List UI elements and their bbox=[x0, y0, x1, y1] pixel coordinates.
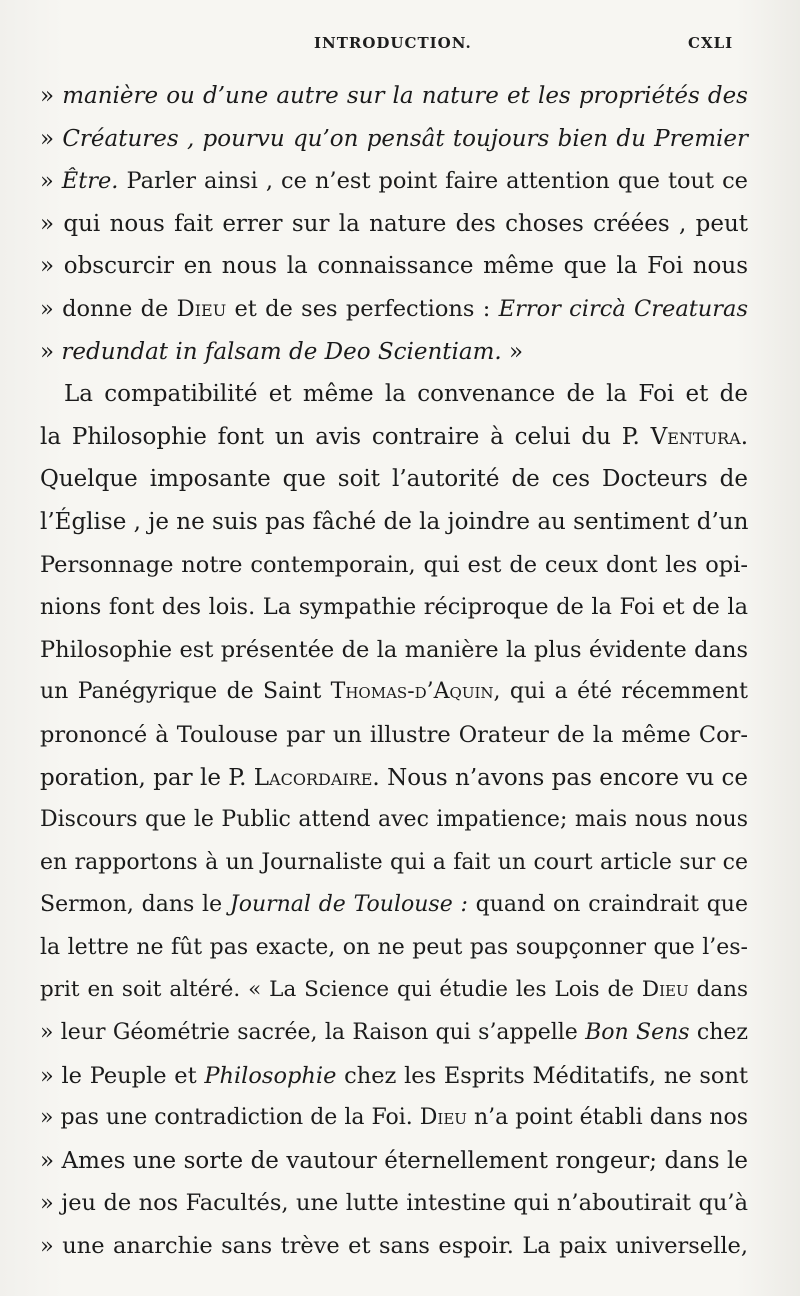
quote-continuation-mark: » bbox=[40, 83, 63, 109]
text-line-17 bbox=[40, 757, 748, 800]
text-line-2 bbox=[40, 118, 748, 161]
text-line-21: la lettre ne fût pas exacte, on ne peut pas soupçonner que l’es- bbox=[40, 934, 748, 960]
small-caps-name: Lacordaire. bbox=[253, 764, 380, 791]
text-segment: chez bbox=[689, 1020, 749, 1046]
page-number: CXLI bbox=[688, 34, 734, 52]
text-segment: dans bbox=[688, 977, 749, 1003]
text-line-7 bbox=[40, 331, 748, 374]
text-line-19: en rapportons à un Journaliste qui a fait un court article sur ce bbox=[40, 849, 748, 875]
body-text bbox=[40, 75, 748, 1268]
text-segment: chez les Esprits Méditatifs, ne sont bbox=[336, 1062, 748, 1089]
small-caps-name: Ventura. bbox=[650, 423, 748, 450]
text-segment: Nous n’avons pas encore vu ce bbox=[379, 764, 749, 791]
text-line-27: » jeu de nos Facultés, une lutte intestine qui n’aboutirait qu’à bbox=[40, 1190, 748, 1217]
text-line-24 bbox=[40, 1055, 748, 1098]
page-header bbox=[0, 34, 800, 58]
italic-term: Philosophie bbox=[204, 1062, 337, 1089]
text-line-26: » Ames une sorte de vautour éternellement rongeur; dans le bbox=[40, 1147, 748, 1174]
text-segment: Sermon, dans le bbox=[40, 892, 230, 918]
text-line-12: Personnage notre contemporain, qui est de ceux dont les opi- bbox=[40, 551, 748, 578]
closing-quote-mark: » bbox=[501, 338, 524, 365]
text-line-15 bbox=[40, 671, 748, 714]
text-line-9 bbox=[40, 416, 748, 459]
text-line-28: » une anarchie sans trève et sans espoir. La paix universelle, bbox=[40, 1233, 748, 1260]
text-line-20 bbox=[40, 884, 748, 927]
text-line-14: Philosophie est présentée de la manière la plus évidente dans bbox=[40, 636, 748, 663]
text-line-16: prononcé à Toulouse par un illustre Orateur de la même Cor- bbox=[40, 721, 748, 748]
text-line-25 bbox=[40, 1097, 748, 1140]
text-segment: » donne de bbox=[40, 295, 177, 322]
italic-quotation: manière ou d’une autre sur la nature et les propriétés des bbox=[62, 83, 748, 109]
text-segment: , qui a été récemment bbox=[493, 679, 748, 705]
text-line-8: La compatibilité et même la convenance de la Foi et de bbox=[64, 381, 748, 408]
quote-continuation-mark: » bbox=[40, 168, 62, 195]
text-line-3 bbox=[40, 160, 748, 203]
text-line-13: nions font des lois. La sympathie réciproque de la Foi et de la bbox=[40, 594, 748, 621]
italic-term: Bon Sens bbox=[585, 1020, 690, 1046]
text-line-23 bbox=[40, 1012, 748, 1055]
text-segment: la Philosophie font un avis contraire à celui du P. bbox=[40, 423, 651, 450]
text-line-6 bbox=[40, 288, 748, 331]
text-segment: poration, par le P. bbox=[40, 764, 254, 791]
text-segment: » leur Géométrie sacrée, la Raison qui s’appelle bbox=[40, 1020, 586, 1046]
text-line-1 bbox=[40, 75, 748, 118]
text-line-22 bbox=[40, 969, 748, 1012]
small-caps-name: Thomas-d’Aquin bbox=[330, 679, 494, 705]
text-segment: quand on craindrait que bbox=[467, 892, 748, 918]
small-caps-name: Dieu bbox=[419, 1105, 467, 1131]
text-line-10: Quelque imposante que soit l’autorité de ces Docteurs de bbox=[40, 466, 748, 493]
small-caps-name: Dieu bbox=[641, 977, 689, 1003]
latin-quotation: Error circà Creaturas bbox=[498, 295, 749, 322]
text-line-18: Discours que le Public attend avec impatience; mais nous nous bbox=[40, 807, 748, 833]
text-segment: » le Peuple et bbox=[40, 1062, 205, 1089]
quote-continuation-mark: » bbox=[40, 338, 62, 365]
text-segment: un Panégyrique de Saint bbox=[40, 679, 331, 705]
text-segment: n’a point établi dans nos bbox=[466, 1105, 749, 1131]
italic-quotation: Être. bbox=[61, 168, 119, 195]
latin-quotation: redundat in falsam de Deo Scientiam. bbox=[61, 338, 502, 365]
text-line-4: » qui nous fait errer sur la nature des choses créées , peut bbox=[40, 210, 748, 237]
text-segment: prit en soit altéré. « La Science qui étudie les Lois de bbox=[40, 977, 642, 1003]
small-caps-name: Dieu bbox=[176, 295, 227, 322]
text-line-5: » obscurcir en nous la connaissance même que la Foi nous bbox=[40, 253, 748, 280]
journal-title: Journal de Toulouse : bbox=[229, 892, 468, 918]
text-segment: » pas une contradiction de la Foi. bbox=[40, 1105, 420, 1131]
text-line-11: l’Église , je ne suis pas fâché de la joindre au sentiment d’un bbox=[40, 508, 749, 535]
text-segment: Parler ainsi , ce n’est point faire attention que tout ce bbox=[118, 168, 748, 195]
text-segment: et de ses perfections : bbox=[226, 295, 499, 322]
quote-continuation-mark: » bbox=[40, 125, 63, 152]
running-head: INTRODUCTION. bbox=[314, 34, 472, 52]
italic-quotation: Créatures , pourvu qu’on pensât toujours bien du Premier bbox=[62, 125, 748, 152]
